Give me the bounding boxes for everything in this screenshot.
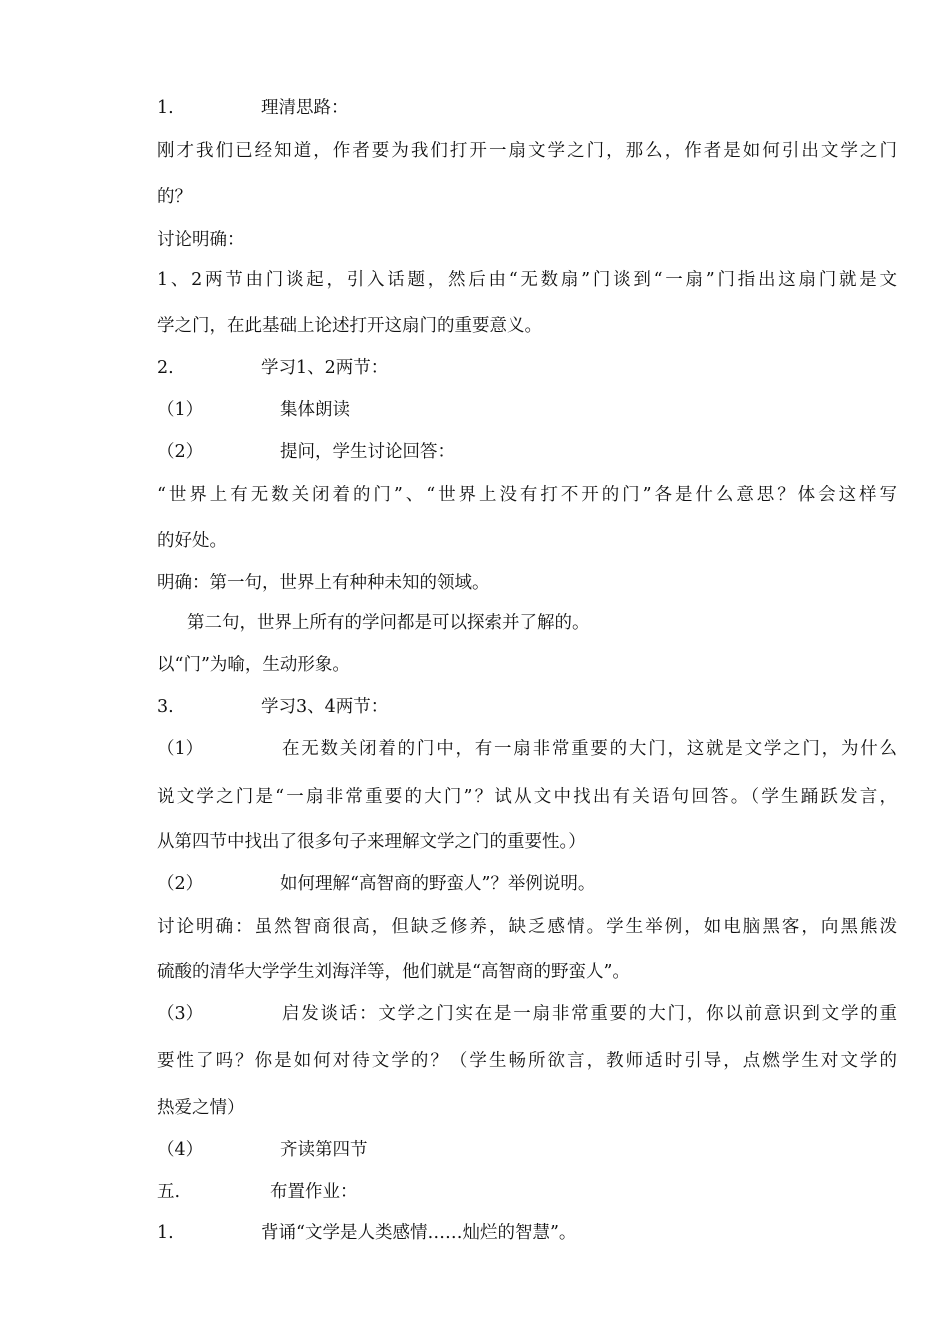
paragraph-4-line-1: “世界上有无数关闭着的门”、“世界上没有打不开的门”各是什么意思？体会这样写	[157, 485, 897, 505]
section-2-item-2-text: 提问，学生讨论回答：	[280, 442, 455, 462]
section-3-item-3-line-3: 热爱之情）	[157, 1098, 245, 1118]
section-3-item-3-text: 启发谈话：文学之门实在是一扇非常重要的大门，你以前意识到文学的重	[282, 1004, 897, 1024]
section-5-title: 布置作业：	[270, 1182, 358, 1202]
answer-line-2: 第二句，世界上所有的学问都是可以探索并了解的。	[187, 613, 590, 633]
paragraph-3-line-1: 1、2两节由门谈起，引入话题，然后由“无数扇”门谈到“一扇”门指出这扇门就是文	[157, 270, 897, 290]
section-2-item-1-text: 集体朗读	[280, 400, 350, 420]
paragraph-1-line-1: 刚才我们已经知道，作者要为我们打开一扇文学之门，那么，作者是如何引出文学之门	[157, 141, 897, 161]
section-3-item-1-line-2: 说文学之门是“一扇非常重要的大门”？试从文中找出有关语句回答。（学生踊跃发言，	[157, 787, 897, 807]
homework-1-number: 1.	[157, 1223, 174, 1243]
answer-line-3: 以“门”为喻，生动形象。	[157, 655, 350, 675]
section-3-item-4-text: 齐读第四节	[280, 1140, 368, 1160]
section-3-number: 3.	[157, 697, 174, 717]
section-3-title: 学习3、4两节：	[261, 697, 389, 717]
paragraph-1-line-2: 的？	[157, 187, 192, 207]
section-3-item-3-number: （3）	[157, 1004, 204, 1024]
section-2-item-2-number: （2）	[157, 442, 204, 462]
section-3-item-2-number: （2）	[157, 874, 204, 894]
homework-1-text: 背诵“文学是人类感情……灿烂的智慧”。	[261, 1223, 577, 1243]
section-3-item-2-text: 如何理解“高智商的野蛮人”？举例说明。	[280, 874, 596, 894]
paragraph-8-line-1: 讨论明确：虽然智商很高，但缺乏修养，缺乏感情。学生举例，如电脑黑客，向黑熊泼	[157, 917, 897, 937]
section-3-item-4-number: （4）	[157, 1140, 204, 1160]
paragraph-8-line-2: 硫酸的清华大学学生刘海洋等，他们就是“高智商的野蛮人”。	[157, 962, 630, 982]
answer-line-1: 明确：第一句，世界上有种种未知的领域。	[157, 573, 490, 593]
discussion-label: 讨论明确：	[157, 230, 245, 250]
section-3-item-1-number: （1）	[157, 739, 204, 759]
section-5-number: 五.	[157, 1182, 181, 1202]
section-3-item-3-line-2: 要性了吗？你是如何对待文学的？（学生畅所欲言，教师适时引导，点燃学生对文学的	[157, 1051, 897, 1071]
section-2-title: 学习1、2两节：	[261, 358, 389, 378]
section-3-item-1-line-3: 从第四节中找出了很多句子来理解文学之门的重要性。）	[157, 832, 586, 852]
section-3-item-1-text: 在无数关闭着的门中，有一扇非常重要的大门，这就是文学之门，为什么	[282, 739, 897, 759]
paragraph-4-line-2: 的好处。	[157, 531, 227, 551]
section-1-number: 1.	[157, 98, 174, 118]
section-2-item-1-number: （1）	[157, 400, 204, 420]
section-2-number: 2.	[157, 358, 174, 378]
paragraph-3-line-2: 学之门，在此基础上论述打开这扇门的重要意义。	[157, 316, 542, 336]
section-1-title: 理清思路：	[261, 98, 349, 118]
